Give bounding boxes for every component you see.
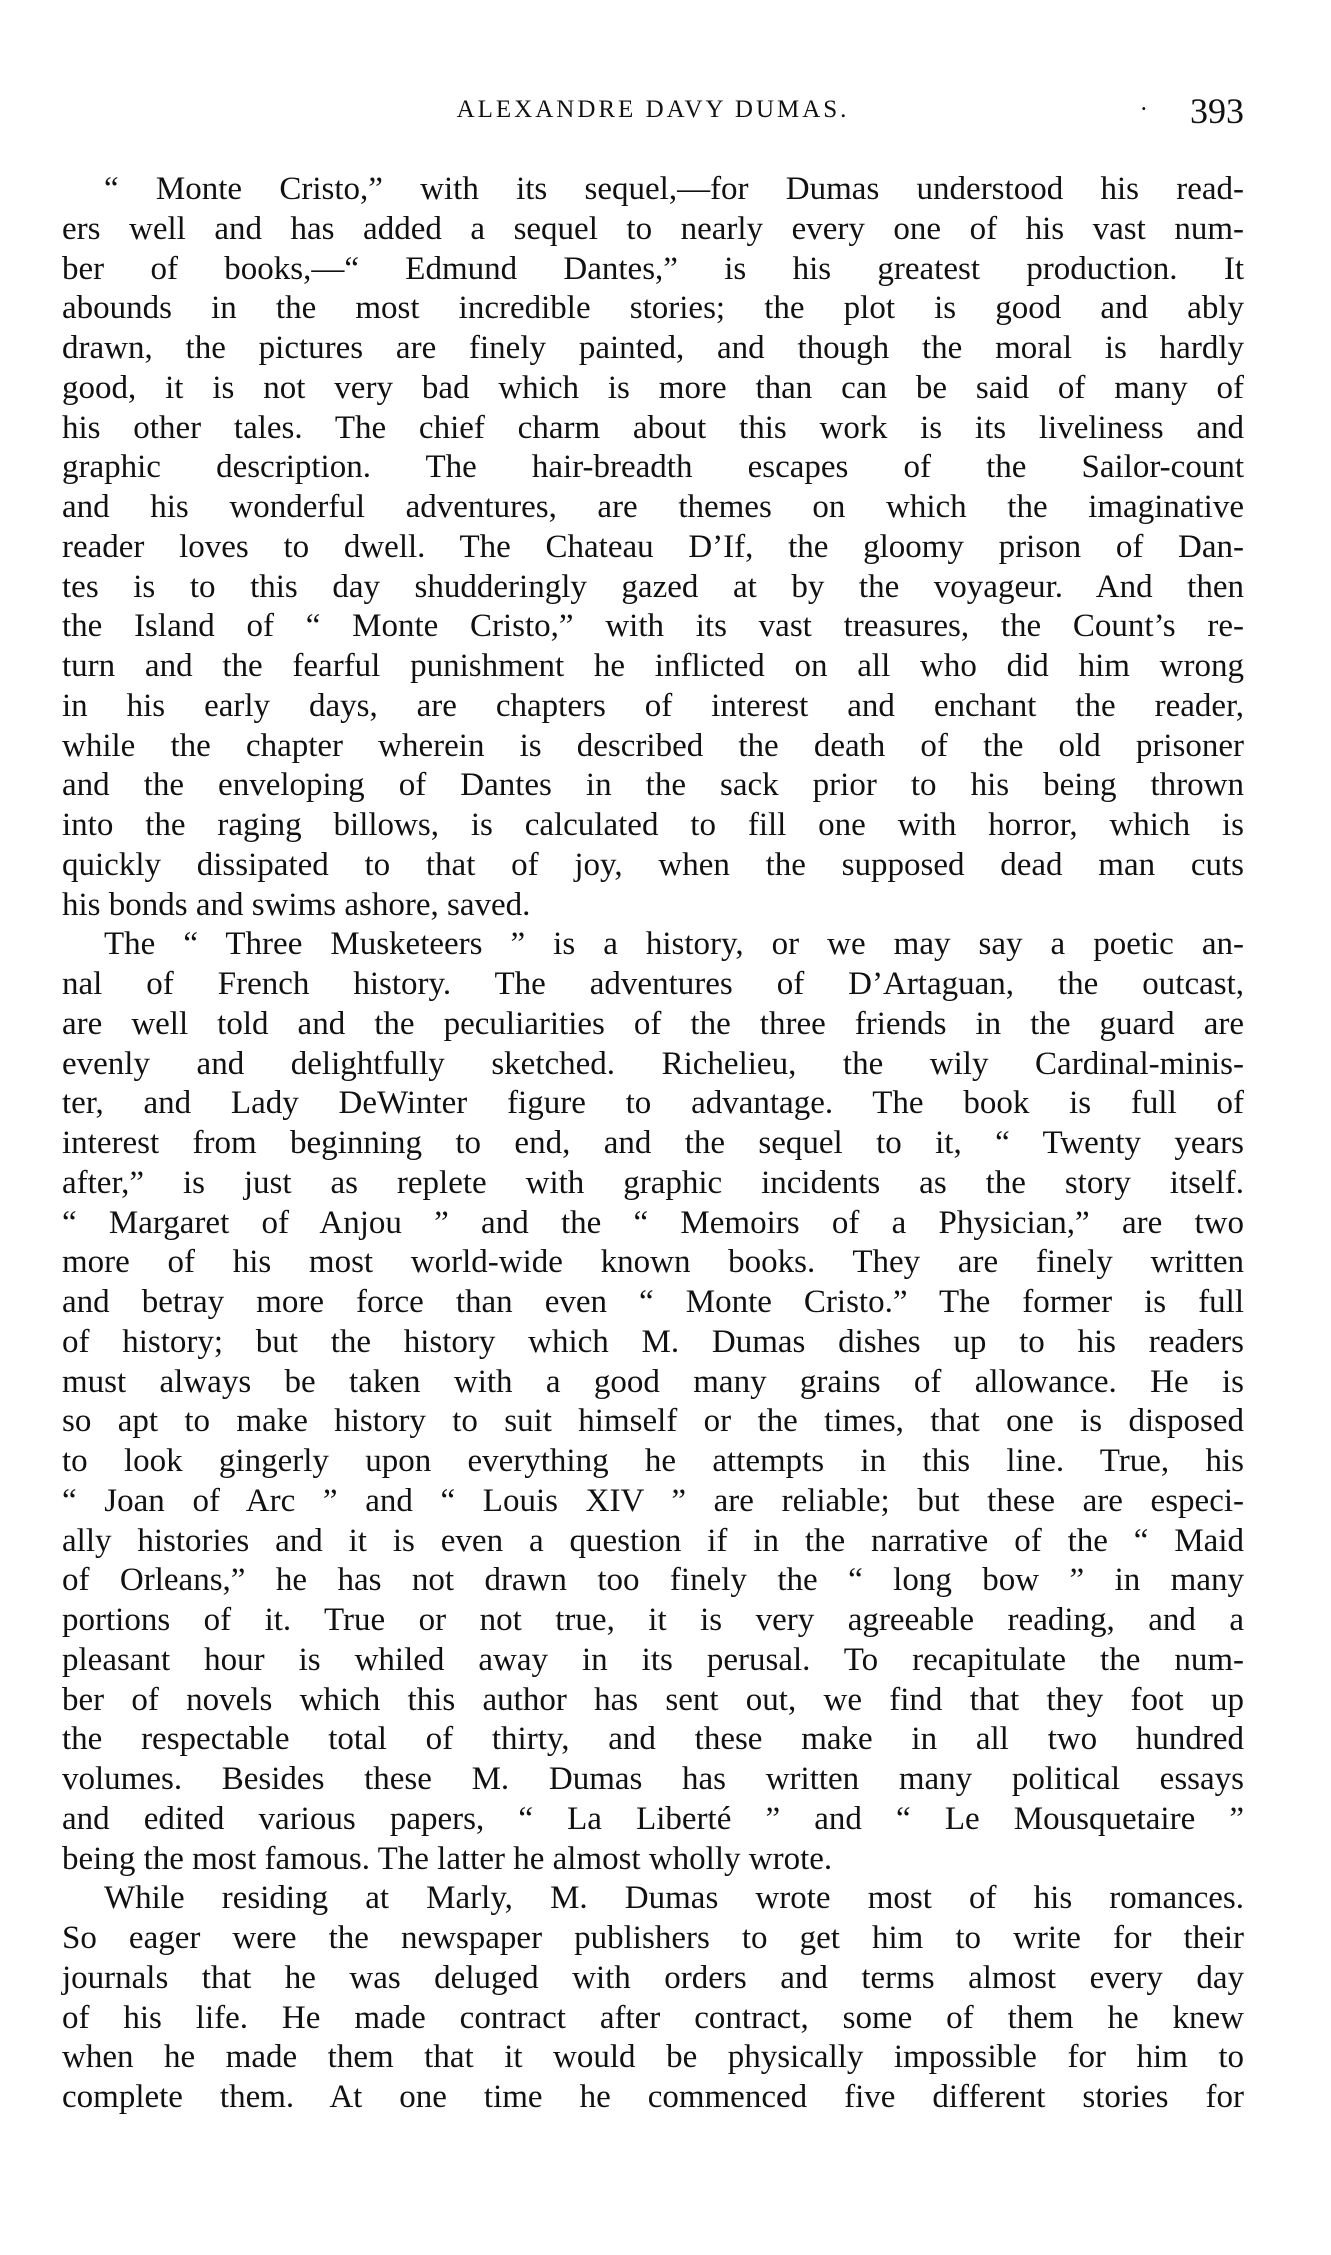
text-line: the Island of “ Monte Cristo,” with its vast treasures, the Count’s re- (62, 608, 1244, 645)
text-line: reader loves to dwell. The Chateau D’If, the gloomy prison of Dan- (62, 528, 1244, 565)
text-line: tes is to this day shudderingly gazed at by the voyageur. And then (62, 568, 1244, 605)
text-line: the respectable total of thirty, and these make in all two hundred (62, 1721, 1244, 1758)
text-line: his bonds and swims ashore, saved. (62, 886, 531, 923)
text-line: ers well and has added a sequel to nearly every one of his vast num- (62, 210, 1244, 247)
text-line: While residing at Marly, M. Dumas wrote most of his romances. (104, 1880, 1244, 1917)
header-mark: · (1139, 96, 1148, 123)
text-line: evenly and delightfully sketched. Richelieu, the wily Cardinal-minis- (62, 1045, 1244, 1082)
text-line: while the chapter wherein is described the death of the old prisoner (62, 727, 1244, 764)
text-line: interest from beginning to end, and the sequel to it, “ Twenty years (62, 1125, 1244, 1161)
body-text (62, 170, 1244, 2118)
text-line: ber of books,—“ Edmund Dantes,” is his greatest production. It (62, 250, 1244, 287)
text-line: when he made them that it would be physically impossible for him to (62, 2039, 1244, 2076)
paragraph (62, 1879, 1244, 2118)
text-line: quickly dissipated to that of joy, when the supposed dead man cuts (62, 846, 1244, 883)
text-line: of history; but the history which M. Dumas dishes up to his readers (62, 1323, 1244, 1360)
text-line: good, it is not very bad which is more than can be said of many of (62, 369, 1244, 406)
text-line: portions of it. True or not true, it is very agreeable reading, and a (62, 1602, 1244, 1638)
text-line: drawn, the pictures are finely painted, and though the moral is hardly (62, 330, 1244, 366)
text-line: more of his most world-wide known books. They are finely written (62, 1244, 1244, 1281)
text-line: nal of French history. The adventures of D’Artaguan, the outcast, (62, 966, 1244, 1002)
text-line: and betray more force than even “ Monte Cristo.” The former is full (62, 1284, 1244, 1320)
text-line: ber of novels which this author has sent out, we find that they foot up (62, 1681, 1244, 1718)
text-line: ter, and Lady DeWinter figure to advantage. The book is full of (62, 1085, 1244, 1122)
text-line: complete them. At one time he commenced five different stories for (62, 2079, 1244, 2115)
text-line: and his wonderful adventures, are themes on which the imaginative (62, 489, 1244, 525)
text-line: So eager were the newspaper publishers to get him to write for their (62, 1920, 1244, 1956)
text-line: “ Monte Cristo,” with its sequel,—for Dumas understood his read- (104, 171, 1244, 207)
text-line: to look gingerly upon everything he attempts in this line. True, his (62, 1443, 1244, 1479)
text-line: his other tales. The chief charm about this work is its liveliness and (62, 409, 1244, 446)
text-line: and the enveloping of Dantes in the sack prior to his being thrown (62, 767, 1244, 804)
text-line: of his life. He made contract after contract, some of them he knew (62, 1999, 1244, 2036)
running-title: ALEXANDRE DAVY DUMAS. (456, 96, 850, 123)
page-number: 393 (1190, 91, 1244, 131)
text-line: “ Margaret of Anjou ” and the “ Memoirs of a Physician,” are two (62, 1204, 1244, 1241)
text-line: are well told and the peculiarities of the three friends in the guard are (62, 1005, 1244, 1042)
paragraph (62, 170, 1244, 925)
text-line: so apt to make history to suit himself or the times, that one is disposed (62, 1403, 1244, 1440)
running-head (62, 91, 1244, 136)
text-line: volumes. Besides these M. Dumas has written many political essays (62, 1761, 1244, 1797)
text-line: pleasant hour is whiled away in its perusal. To recapitulate the num- (62, 1641, 1244, 1678)
text-line: abounds in the most incredible stories; the plot is good and ably (62, 290, 1244, 327)
text-line: graphic description. The hair-breadth escapes of the Sailor-count (62, 449, 1244, 486)
text-line: The “ Three Musketeers ” is a history, or we may say a poetic an- (104, 926, 1244, 963)
text-line: ally histories and it is even a question if in the narrative of the “ Maid (62, 1522, 1244, 1559)
text-line: must always be taken with a good many grains of allowance. He is (62, 1363, 1244, 1400)
text-line: into the raging billows, is calculated to fill one with horror, which is (62, 807, 1244, 843)
text-line: and edited various papers, “ La Liberté ” and “ Le Mousquetaire ” (62, 1800, 1244, 1837)
text-line: of Orleans,” he has not drawn too finely the “ long bow ” in many (62, 1562, 1244, 1599)
text-line: being the most famous. The latter he almost wholly wrote. (62, 1840, 833, 1877)
paragraph (62, 925, 1244, 1879)
text-line: “ Joan of Arc ” and “ Louis XIV ” are reliable; but these are especi- (62, 1482, 1244, 1519)
text-line: journals that he was deluged with orders and terms almost every day (62, 1959, 1244, 1996)
text-line: in his early days, are chapters of interest and enchant the reader, (62, 687, 1244, 724)
text-line: turn and the fearful punishment he inflicted on all who did him wrong (62, 648, 1244, 684)
text-line: after,” is just as replete with graphic incidents as the story itself. (62, 1164, 1244, 1201)
